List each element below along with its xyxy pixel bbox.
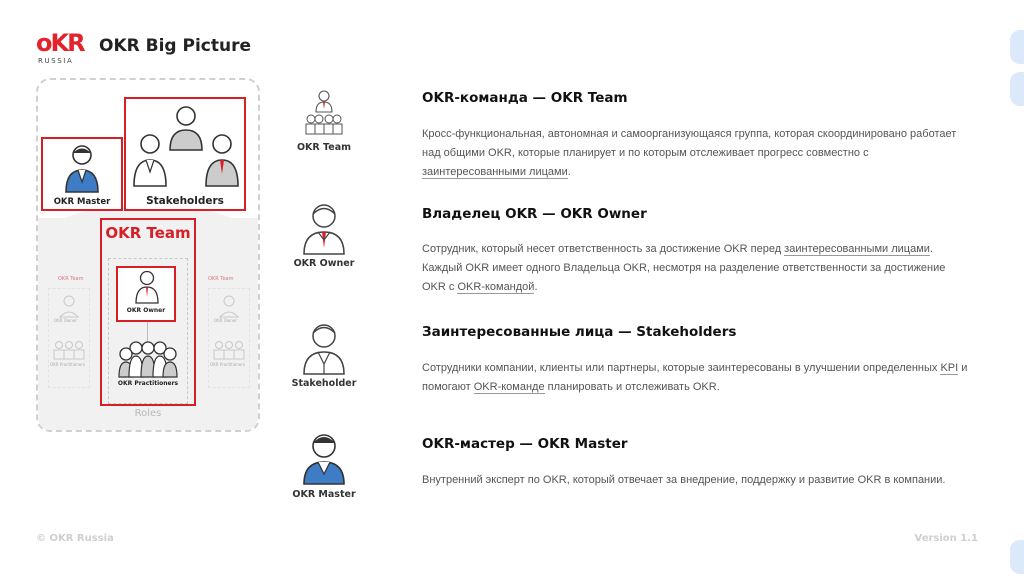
stakeholders-caption: Stakeholders: [146, 195, 224, 207]
edge-decoration-1: [1010, 30, 1024, 64]
stakeholder-desc-text-1: Сотрудники компании, клиенты или партнеры, которые заинтересованы в улучшении определенных: [422, 362, 941, 374]
master-title: OKR-мастер — OKR Master: [422, 436, 628, 452]
ghost-pract-label-right: OKR Practitioners: [210, 362, 245, 367]
edge-decoration-3: [1010, 540, 1024, 574]
logo-subtitle: RUSSIA: [38, 57, 74, 65]
okr-russia-logo: [36, 30, 82, 66]
master-icon-caption: OKR Master: [292, 489, 356, 500]
okr-team-link[interactable]: OKR-команде: [473, 381, 545, 393]
master-icon: [294, 430, 354, 486]
team-icon-caption: OKR Team: [296, 142, 352, 153]
logo-mark: oKR: [36, 29, 84, 57]
ghost-owner-label-right: OKR Owner: [214, 318, 237, 323]
page-title: OKR Big Picture: [99, 36, 252, 56]
practitioners-group-icon: [118, 340, 178, 378]
stakeholder-icon: [294, 320, 354, 376]
ghost-team-label-left: OKR Team: [58, 276, 84, 282]
stakeholders-group-icon: [130, 102, 242, 190]
stakeholder-icon-caption: Stakeholder: [291, 378, 357, 389]
ghost-team-label-right: OKR Team: [208, 276, 234, 282]
stakeholder-title: Заинтересованные лица — Stakeholders: [422, 324, 737, 340]
team-icon: [294, 88, 354, 138]
roles-diagram: [36, 78, 260, 434]
roles-caption: Roles: [134, 408, 162, 419]
owner-description: [422, 240, 972, 297]
owner-icon: [294, 200, 354, 256]
stakeholder-desc-text-2: и помогают: [422, 362, 968, 393]
stakeholder-description: [422, 359, 972, 397]
stakeholders-link[interactable]: заинтересованными лицами: [784, 243, 930, 255]
owner-desc-text-2: . Каждый OKR имеет одного Владельца OKR, несмотря на разделение ответственности за достижение OKR с: [422, 243, 946, 293]
stakeholder-desc-text-3: планировать и отслеживать OKR.: [544, 381, 720, 393]
master-description: Внутренний эксперт по OKR, который отвечает за внедрение, поддержку и развитие OKR в компании.: [422, 474, 946, 486]
okr-owner-caption: OKR Owner: [126, 307, 166, 314]
kpi-link[interactable]: KPI: [940, 362, 959, 374]
ghost-team-left: [48, 288, 90, 388]
okr-master-caption: OKR Master: [53, 197, 111, 207]
ghost-team-right-icon: [209, 289, 249, 387]
team-desc-text-1: Кросс-функциональная, автономная и самоорганизующаяся группа, которая скоординировано работает над общими OKR, которые планирует и по которым отслеживает прогресс совместно с: [422, 128, 957, 159]
team-desc-text-2: .: [567, 166, 571, 178]
master-person-icon: [62, 142, 102, 194]
okr-team-link[interactable]: OKR-командой: [457, 281, 535, 293]
owner-desc-text-1: Сотрудник, который несет ответственность за достижение OKR перед: [422, 243, 785, 255]
owner-icon-caption: OKR Owner: [293, 258, 355, 269]
version-label: Version 1.1: [914, 533, 978, 544]
owner-title: Владелец OKR — OKR Owner: [422, 206, 647, 222]
ghost-team-left-icon: [49, 289, 89, 387]
ghost-owner-label-left: OKR Owner: [54, 318, 77, 323]
team-description: [422, 125, 972, 182]
owner-desc-text-3: .: [534, 281, 538, 293]
owner-person-icon: [134, 269, 160, 305]
stakeholders-link[interactable]: заинтересованными лицами: [422, 166, 568, 178]
okr-team-caption: OKR Team: [105, 224, 191, 242]
copyright: © OKR Russia: [36, 533, 114, 544]
ghost-pract-label-left: OKR Practitioners: [50, 362, 85, 367]
team-title: OKR-команда — OKR Team: [422, 90, 628, 106]
okr-practitioners-caption: OKR Practitioners: [117, 380, 179, 387]
ghost-team-right: [208, 288, 250, 388]
edge-decoration-2: [1010, 72, 1024, 106]
